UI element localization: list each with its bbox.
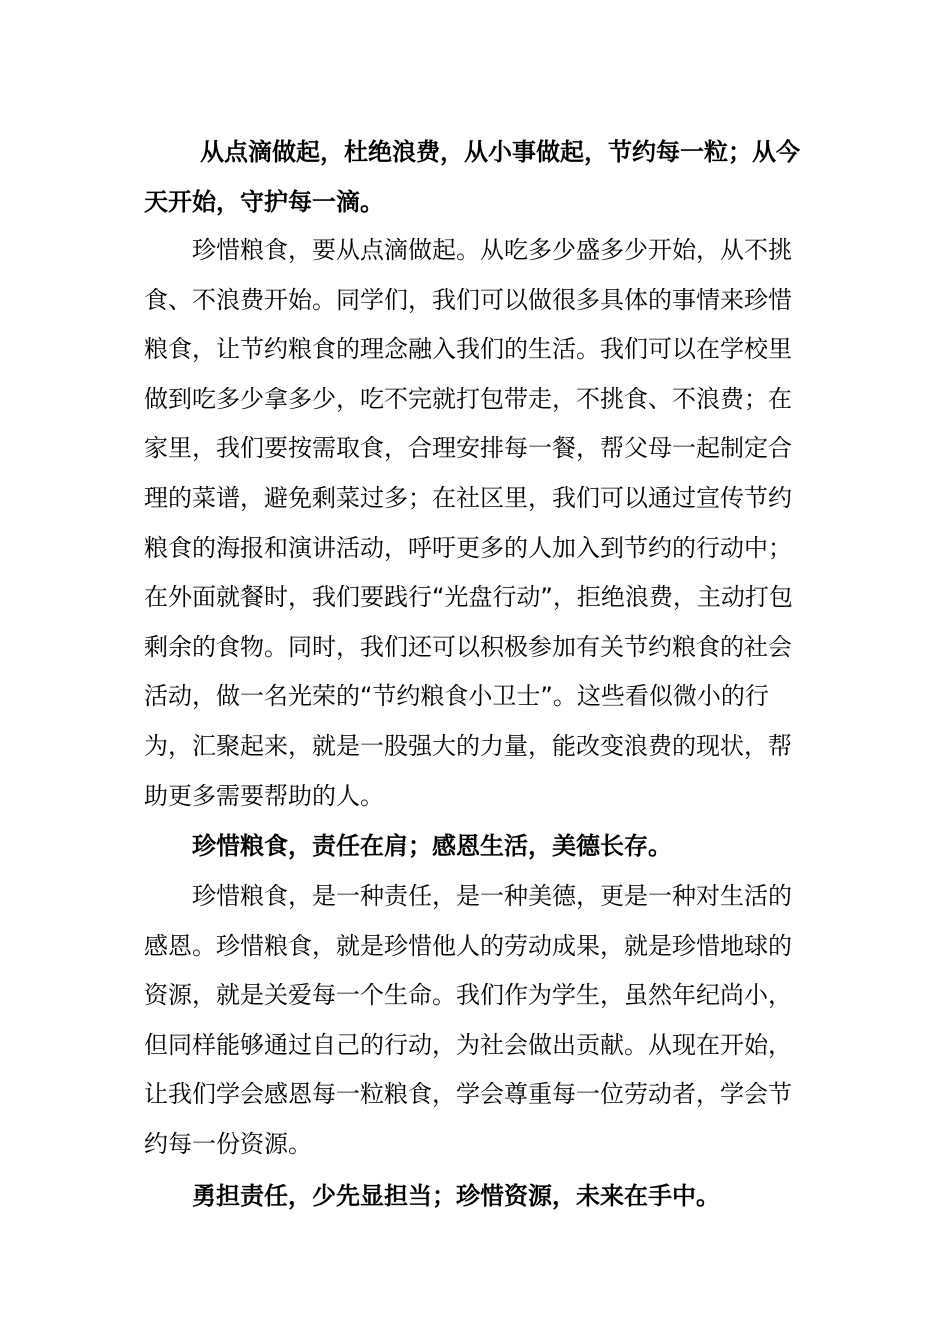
section-heading-1: 从点滴做起，杜绝浪费，从小事做起，节约每一粒；从今天开始，守护每一滴。 xyxy=(144,138,800,216)
body-paragraph-2: 珍惜粮食，是一种责任，是一种美德，更是一种对生活的感恩。珍惜粮食，就是珍惜他人的劳动成果，就是珍惜地球的资源，就是关爱每一个生命。我们作为学生，虽然年纪尚小，但同样能够通过自己的行动，为社会做出贡献。从现在开始，让我们学会感恩每一粒粮食，学会尊重每一位劳动者，学会节约每一份资源。 xyxy=(144,882,792,1158)
body-paragraph-1: 珍惜粮食，要从点滴做起。从吃多少盛多少开始，从不挑食、不浪费开始。同学们，我们可以做很多具体的事情来珍惜粮食，让节约粮食的理念融入我们的生活。我们可以在学校里做到吃多少拿多少，吃不完就打包带走，不挑食、不浪费；在家里，我们要按需取食，合理安排每一餐，帮父母一起制定合理的菜谱，避免剩菜过多；在社区里，我们可以通过宣传节约粮食的海报和演讲活动，呼吁更多的人加入到节约的行动中；在外面就餐时，我们要践行“光盘行动”，拒绝浪费，主动打包剩余的食物。同时，我们还可以积极参加有关节约粮食的社会活动，做一名光荣的“节约粮食小卫士”。这些看似微小的行为，汇聚起来，就是一股强大的力量，能改变浪费的现状，帮助更多需要帮助的人。 xyxy=(144,236,793,810)
section-heading-3: 勇担责任，少先显担当；珍惜资源，未来在手中。 xyxy=(192,1182,720,1210)
section-heading-2: 珍惜粮食，责任在肩；感恩生活，美德长存。 xyxy=(192,832,672,860)
